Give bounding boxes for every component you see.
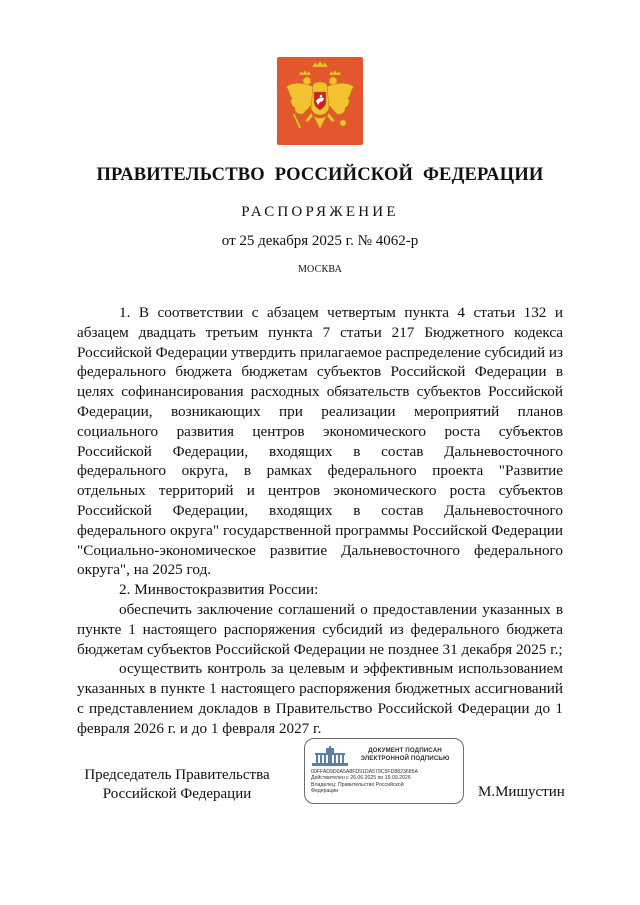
document-type: РАСПОРЯЖЕНИЕ: [241, 204, 399, 220]
paragraph-2-item-1: обеспечить заключение соглашений о предоставлении указанных в пункте 1 настоящего распоряжения субсидий из федерального бюджета бюджетам субъектов Российской Федерации не позднее 31 декабря 2025 г.;: [77, 600, 563, 658]
stamp-heading: [351, 747, 459, 762]
document-date-number: от 25 декабря 2025 г. № 4062-р: [221, 233, 419, 249]
signatory-position-line-1: Председатель Правительства: [84, 767, 270, 783]
electronic-signature-stamp: [304, 738, 464, 804]
document-city: МОСКВА: [297, 264, 343, 275]
paragraph-2: 2. Минвостокразвития России:: [119, 581, 319, 599]
government-building-icon: [312, 746, 348, 766]
document-body: [77, 303, 563, 739]
stamp-validity: Действителен с 26.06.2025 по 19.09.2026: [311, 775, 411, 782]
double-headed-eagle-icon: [277, 57, 363, 145]
stamp-heading-line-2: ЭЛЕКТРОННОЙ ПОДПИСЬЮ: [360, 754, 450, 762]
state-emblem: [277, 57, 363, 145]
stamp-heading-line-1: ДОКУМЕНТ ПОДПИСАН: [368, 747, 442, 754]
signatory-position: [77, 766, 277, 804]
signatory-name: М.Мишустин: [478, 784, 565, 800]
government-title: ПРАВИТЕЛЬСТВО РОССИЙСКОЙ ФЕДЕРАЦИИ: [96, 165, 544, 185]
paragraph-1: 1. В соответствии с абзацем четвертым пункта 4 статьи 132 и абзацем двадцать третьим пункта 7 статьи 217 Бюджетного кодекса Российской Федерации утвердить прилагаемое распределение субсидий из федерального бюджета бюджетам субъектов Российской Федерации в целях софинансирования расходных обязательств субъектов Российской Федерации, возникающих при реализации мероприятий планов социального развития центров экономического роста субъектов Российской Федерации, входящих в состав Дальневосточного федерального округа, в рамках федерального проекта "Развитие отдельных территорий и центров экономического роста субъектов Российской Федерации, входящих в состав Дальневосточного федерального округа" государственной программы Российской Федерации "Социально-экономическое развитие Дальневосточного федерального округа", на 2025 год.: [77, 304, 563, 579]
signatory-position-line-2: Российской Федерации: [102, 786, 252, 802]
stamp-details: [311, 769, 461, 795]
stamp-owner-line-2: Федерации: [311, 788, 339, 795]
stamp-owner-line-1: Владелец: Правительство Российской: [311, 781, 404, 788]
stamp-certificate: 00FFAD9D0A5A8FD91DA579C5FD8823685A: [311, 769, 418, 775]
paragraph-2-item-2: осуществить контроль за целевым и эффективным использованием указанных в пункте 1 настоящего распоряжения бюджетных ассигнований с представлением докладов в Правительство Российской Федерации до 1 февраля 2026 г. и до 1 февраля 2027 г.: [77, 660, 563, 737]
